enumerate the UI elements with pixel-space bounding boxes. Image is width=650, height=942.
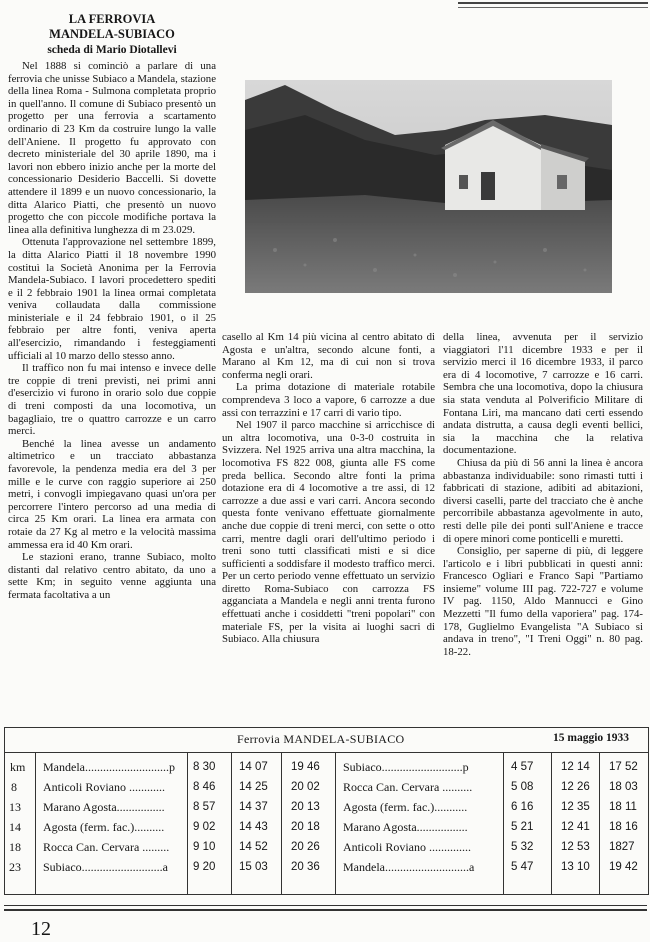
time-cell: 14 07 [239,761,268,773]
km-value: 13 [9,800,21,814]
station-photo-illustration [245,80,612,293]
time-cell: 12 53 [561,841,590,853]
time-cell: 9 20 [193,861,216,873]
timetable [4,727,649,895]
station-name: Marano Agosta................ [43,800,165,814]
time-cell: 9 10 [193,841,216,853]
timetable-header [5,728,648,753]
time-cell: 6 16 [511,801,534,813]
column-divider [231,752,232,894]
top-rule-thin [458,7,648,8]
paragraph: della linea, avvenuta per il servizio viaggiatori l'11 dicembre 1933 e per il servizio merci il 16 dicembre 1933, il parco era di 4 locomotive, 7 carrozze e 16 carri. Sembra che una locomotiva, dopo la chiusura sia stata venduta al Polverificio Militare di Fontana Liri, ma mancano dati certi essendo andata distrutta, a causa degli eventi bellici, sia la macchina che la relativa documentazione. [443,331,643,457]
time-cell: 12 14 [561,761,590,773]
paragraph: Chiusa da più di 56 anni la linea è ancora abbastanza individuabile: sono rimasti tutti i fabbricati di stazione, adibiti ad abitazioni, diversi caselli, parte del tracciato che è anche percorribile abbastanza agevolmente in auto, resti delle pile dei ponti sull'Aniene e tracce di opere minori come ponticelli e muretti. [443,456,643,545]
paragraph: Consiglio, per saperne di più, di leggere l'articolo e i libri pubblicati in questi anni: Francesco Ogliari e Franco Sapi "Partiamo insieme" volume III pag. 722-727 e volume IV pag. 1150, Aldo Mannucci e Gino Mezzetti "Il fumo della vaporiera" pag. 174-178, Guglielmo Evangelista "A Subiaco si andava in treno", "I Treni Oggi" n. 80 pag. 18-22. [443,545,643,658]
time-cell: 8 30 [193,761,216,773]
time-cell: 12 35 [561,801,590,813]
station-name: Anticoli Roviano ............ [43,780,165,794]
time-cell: 4 57 [511,761,534,773]
column-divider [35,752,36,894]
column-divider [503,752,504,894]
km-header: km [10,760,26,774]
time-cell: 5 21 [511,821,534,833]
column-divider [281,752,282,894]
paragraph: Nel 1888 si cominciò a parlare di una ferrovia che unisse Subiaco a Mandela, stazione della linea Roma - Sulmona completata proprio in quell'anno. Il comune di Subiaco presentò un progetto per una ferrovia a scartamento ordinario di 23 Km da costruire lungo la valle dell'Aniene. Il progetto fu approvato con decreto ministeriale del 30 aprile 1890, ma i lavori non ebbero inizio anche per la morte del concessionario Desiderio Baccelli. Si dovette attendere il 1899 e un nuovo concessionario, la ditta Alarico Piatti, che presentò un nuovo progetto che con piccole modifiche portava la linea alla definitiva lunghezza di m 23.029. [8,60,216,236]
station-name: Mandela............................a [343,860,475,874]
station-name: Anticoli Roviano .............. [343,840,471,854]
km-value: 23 [9,860,21,874]
paragraph: Nel 1907 il parco macchine si arricchisce di un altra locomotiva, una 0-3-0 costruita in Svizzera. Nel 1925 arriva una altra macchina, la locomotiva FS 822 008, giunta alle FS come preda bellica. Secondo altre fonti la prima dotazione era di 4 locomotive a tre assi, di 12 carrozze a due assi e vari carri. Ancora secondo questa fonte venivano effettuate giornalmente anche due coppie di treni merci, con sette o otto carri, mentre dagli orari dell'ultimo periodo i treni sono tutti classificati misti e si dice sufficienti a soddisfare il modesto traffico merci. Per un certo periodo venne effettuato un servizio diretto Roma-Subiaco con carrozza FS agganciata a Mandela e negli anni trenta furono effettuati anche i cosiddetti "treni popolari" con materiale FS, per la visita ai luoghi sacri di Subiaco. Alla chiusura [222,419,435,646]
time-cell: 20 02 [291,781,320,793]
time-cell: 13 10 [561,861,590,873]
station-name: Rocca Can. Cervara .......... [343,780,473,794]
column-divider [335,752,336,894]
paragraph: casello al Km 14 più vicina al centro abitato di Agosta e un'altra, secondo alcune fonti, a Marano al Km 12, ma di cui non si trova conferma negli orari. [222,331,435,381]
time-cell: 14 43 [239,821,268,833]
time-cell: 8 57 [193,801,216,813]
footer-rule-thick [4,909,647,911]
time-cell: 14 37 [239,801,268,813]
paragraph: Benché la linea avesse un andamento altimetrico e un tracciato abbastanza favorevole, la pendenza media era del 3 per mille e le curve con raggio superiore ai 250 metri, i convogli impiegavano quasi un'ora per percorrere l'intero percorso ad una media di circa 25 Km orari. La linea era armata con rotaie da 27 Kg al metro e la velocità massima ammessa era id 40 Km orari. [8,437,216,551]
article-title-line2: MANDELA-SUBIACO [49,27,175,41]
station-name: Rocca Can. Cervara ......... [43,840,170,854]
text-column-2 [222,331,435,646]
text-column-1 [8,60,216,602]
time-cell: 14 25 [239,781,268,793]
km-value: 18 [9,840,21,854]
station-name: Subiaco...........................a [43,860,168,874]
column-divider [551,752,552,894]
station-name: Agosta (ferm. fac.)........... [343,800,468,814]
station-name: Mandela............................p [43,760,175,774]
time-cell: 17 52 [609,761,638,773]
paragraph: La prima dotazione di materiale rotabile comprendeva 3 loco a vapore, 6 carrozze a due assi con terrazzini e 17 carri di vario tipo. [222,381,435,419]
time-cell: 18 11 [609,801,637,813]
km-value: 14 [9,820,21,834]
top-rule [458,2,648,4]
station-photo [245,80,612,293]
column-divider [187,752,188,894]
timetable-title: Ferrovia MANDELA-SUBIACO [237,732,405,746]
paragraph: Il traffico non fu mai intenso e invece delle tre coppie di treni previsti, nei primi anni d'esercizio vi furono in orario solo due coppie di treni composti da una locomotiva, un bagagliaio, tre o quattro carrozze e un carro merci. [8,362,216,438]
footer-rule [4,905,647,906]
time-cell: 20 13 [291,801,320,813]
page-number: 12 [31,918,51,940]
time-cell: 5 47 [511,861,534,873]
time-cell: 15 03 [239,861,268,873]
paragraph: Le stazioni erano, tranne Subiaco, molto distanti dal relativo centro abitato, da uno a sette Km; in seguito venne aggiunta una fermata facoltativa a un [8,551,216,601]
article-title-line1: LA FERROVIA [68,12,156,26]
station-name: Subiaco...........................p [343,760,469,774]
time-cell: 8 46 [193,781,216,793]
time-cell: 14 52 [239,841,268,853]
station-name: Agosta (ferm. fac.).......... [43,820,165,834]
time-cell: 1827 [609,841,635,853]
article-byline: scheda di Mario Diotallevi [47,44,177,56]
paragraph: Ottenuta l'approvazione nel settembre 1899, la ditta Alarico Piatti il 18 novembre 1990 costituì la Società Anonima per la Ferrovia Mandela-Subiaco. I lavori procedettero spediti e il 2 febbraio 1901 la linea ormai completata veniva collaudata dalla commissione ministeriale e il 24 febbraio 1901, o il 25 febbraio per altre fonti, veniva aperta all'esercizio, rimandando i festeggiamenti ufficiali al 10 marzo dello stesso anno. [8,236,216,362]
text-column-3 [443,331,643,658]
column-divider [599,752,600,894]
timetable-date: 15 maggio 1933 [553,732,630,744]
time-cell: 18 03 [609,781,638,793]
time-cell: 9 02 [193,821,216,833]
time-cell: 5 08 [511,781,534,793]
time-cell: 19 46 [291,761,320,773]
time-cell: 18 16 [609,821,638,833]
time-cell: 12 26 [561,781,590,793]
time-cell: 20 36 [291,861,320,873]
km-value: 8 [11,780,17,794]
time-cell: 5 32 [511,841,534,853]
time-cell: 19 42 [609,861,638,873]
time-cell: 20 18 [291,821,320,833]
time-cell: 12 41 [561,821,590,833]
station-name: Marano Agosta................. [343,820,468,834]
time-cell: 20 26 [291,841,320,853]
